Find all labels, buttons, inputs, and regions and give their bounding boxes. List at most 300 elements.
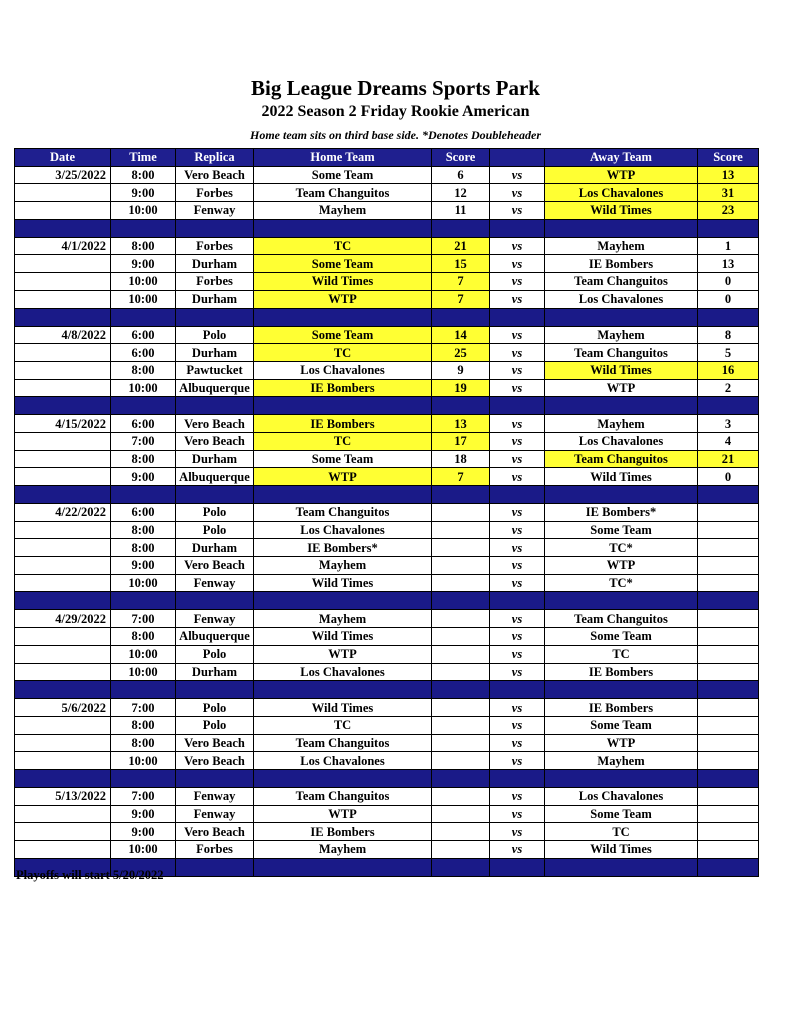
vs-label: vs	[490, 166, 545, 184]
game-time: 8:00	[111, 521, 176, 539]
week-separator	[15, 219, 759, 237]
separator-cell	[490, 592, 545, 610]
away-score	[698, 752, 759, 770]
vs-label: vs	[490, 255, 545, 273]
away-team: TC*	[545, 574, 698, 592]
vs-label: vs	[490, 610, 545, 628]
game-row	[15, 823, 759, 841]
page-title: Big League Dreams Sports Park	[251, 76, 540, 100]
home-score	[432, 699, 490, 717]
game-replica: Albuquerque	[176, 628, 254, 646]
game-time: 10:00	[111, 202, 176, 220]
separator-cell	[490, 308, 545, 326]
separator-cell	[15, 769, 111, 787]
week-separator	[15, 486, 759, 504]
game-time: 8:00	[111, 166, 176, 184]
away-team: Los Chavalones	[545, 184, 698, 202]
separator-cell	[545, 486, 698, 504]
game-date: 4/15/2022	[15, 415, 111, 433]
game-date: 4/29/2022	[15, 610, 111, 628]
game-time: 10:00	[111, 379, 176, 397]
separator-cell	[111, 308, 176, 326]
game-time: 9:00	[111, 823, 176, 841]
page-subtitle: 2022 Season 2 Friday Rookie American	[261, 103, 530, 120]
separator-cell	[545, 858, 698, 876]
game-date	[15, 361, 111, 379]
home-score: 25	[432, 344, 490, 362]
game-row	[15, 699, 759, 717]
home-score: 11	[432, 202, 490, 220]
vs-label: vs	[490, 752, 545, 770]
home-score	[432, 787, 490, 805]
game-replica: Polo	[176, 521, 254, 539]
game-date	[15, 841, 111, 859]
home-score: 21	[432, 237, 490, 255]
game-time: 10:00	[111, 752, 176, 770]
home-team: Some Team	[254, 255, 432, 273]
header-away-team: Away Team	[545, 149, 698, 167]
game-date	[15, 734, 111, 752]
game-replica: Forbes	[176, 237, 254, 255]
game-time: 9:00	[111, 184, 176, 202]
away-score: 16	[698, 361, 759, 379]
home-score	[432, 805, 490, 823]
home-score	[432, 521, 490, 539]
game-date	[15, 805, 111, 823]
game-time: 9:00	[111, 805, 176, 823]
game-replica: Fenway	[176, 574, 254, 592]
home-score	[432, 841, 490, 859]
game-date	[15, 184, 111, 202]
game-time: 6:00	[111, 415, 176, 433]
game-date	[15, 823, 111, 841]
away-score: 31	[698, 184, 759, 202]
game-row	[15, 166, 759, 184]
game-date	[15, 344, 111, 362]
game-time: 7:00	[111, 699, 176, 717]
game-time: 8:00	[111, 450, 176, 468]
home-score: 12	[432, 184, 490, 202]
away-team: WTP	[545, 557, 698, 575]
game-date	[15, 645, 111, 663]
home-team: WTP	[254, 645, 432, 663]
game-row	[15, 716, 759, 734]
game-time: 8:00	[111, 539, 176, 557]
separator-cell	[176, 769, 254, 787]
separator-cell	[176, 858, 254, 876]
separator-cell	[432, 308, 490, 326]
separator-cell	[432, 486, 490, 504]
game-time: 10:00	[111, 273, 176, 291]
separator-cell	[545, 397, 698, 415]
game-replica: Pawtucket	[176, 361, 254, 379]
home-team: Wild Times	[254, 628, 432, 646]
vs-label: vs	[490, 184, 545, 202]
home-team: Some Team	[254, 166, 432, 184]
separator-cell	[15, 308, 111, 326]
game-time: 7:00	[111, 610, 176, 628]
away-team: TC	[545, 823, 698, 841]
away-team: TC*	[545, 539, 698, 557]
game-replica: Fenway	[176, 805, 254, 823]
separator-cell	[490, 769, 545, 787]
header-home-score: Score	[432, 149, 490, 167]
home-team: Team Changuitos	[254, 787, 432, 805]
game-row	[15, 539, 759, 557]
away-score: 0	[698, 290, 759, 308]
away-score	[698, 504, 759, 522]
game-replica: Forbes	[176, 184, 254, 202]
game-date: 4/8/2022	[15, 326, 111, 344]
header-time: Time	[111, 149, 176, 167]
away-score	[698, 645, 759, 663]
away-team: Wild Times	[545, 468, 698, 486]
vs-label: vs	[490, 823, 545, 841]
home-team: Los Chavalones	[254, 361, 432, 379]
game-date	[15, 290, 111, 308]
away-score: 21	[698, 450, 759, 468]
home-score: 7	[432, 290, 490, 308]
home-score: 17	[432, 432, 490, 450]
home-team: Team Changuitos	[254, 184, 432, 202]
home-team: Los Chavalones	[254, 521, 432, 539]
game-date	[15, 663, 111, 681]
game-date	[15, 557, 111, 575]
game-replica: Vero Beach	[176, 432, 254, 450]
away-team: Mayhem	[545, 237, 698, 255]
home-score	[432, 645, 490, 663]
home-score: 13	[432, 415, 490, 433]
header-away-score: Score	[698, 149, 759, 167]
vs-label: vs	[490, 521, 545, 539]
away-team: WTP	[545, 166, 698, 184]
header-date: Date	[15, 149, 111, 167]
away-score	[698, 574, 759, 592]
separator-cell	[254, 769, 432, 787]
away-team: Mayhem	[545, 326, 698, 344]
game-row	[15, 344, 759, 362]
away-score: 2	[698, 379, 759, 397]
game-row	[15, 273, 759, 291]
week-separator	[15, 397, 759, 415]
away-team: Some Team	[545, 716, 698, 734]
separator-cell	[698, 219, 759, 237]
away-team: Mayhem	[545, 415, 698, 433]
schedule-table	[14, 148, 759, 877]
separator-cell	[254, 308, 432, 326]
home-score: 14	[432, 326, 490, 344]
away-score: 1	[698, 237, 759, 255]
game-replica: Fenway	[176, 610, 254, 628]
vs-label: vs	[490, 344, 545, 362]
away-team: WTP	[545, 379, 698, 397]
game-time: 6:00	[111, 344, 176, 362]
game-replica: Durham	[176, 450, 254, 468]
vs-label: vs	[490, 787, 545, 805]
separator-cell	[111, 397, 176, 415]
game-time: 6:00	[111, 504, 176, 522]
home-score	[432, 610, 490, 628]
home-score	[432, 504, 490, 522]
vs-label: vs	[490, 379, 545, 397]
game-replica: Albuquerque	[176, 379, 254, 397]
separator-cell	[432, 769, 490, 787]
away-team: Team Changuitos	[545, 610, 698, 628]
vs-label: vs	[490, 628, 545, 646]
separator-cell	[698, 308, 759, 326]
vs-label: vs	[490, 237, 545, 255]
separator-cell	[432, 219, 490, 237]
game-date	[15, 539, 111, 557]
away-score: 4	[698, 432, 759, 450]
game-replica: Vero Beach	[176, 752, 254, 770]
game-row	[15, 184, 759, 202]
home-team: Mayhem	[254, 610, 432, 628]
game-date	[15, 255, 111, 273]
home-score: 19	[432, 379, 490, 397]
away-score	[698, 823, 759, 841]
away-score	[698, 628, 759, 646]
away-team: Los Chavalones	[545, 432, 698, 450]
vs-label: vs	[490, 361, 545, 379]
game-replica: Polo	[176, 504, 254, 522]
game-replica: Vero Beach	[176, 415, 254, 433]
game-row	[15, 450, 759, 468]
away-score	[698, 787, 759, 805]
game-date	[15, 379, 111, 397]
home-score: 6	[432, 166, 490, 184]
away-score	[698, 734, 759, 752]
game-date	[15, 202, 111, 220]
vs-label: vs	[490, 468, 545, 486]
vs-label: vs	[490, 734, 545, 752]
game-row	[15, 752, 759, 770]
home-score	[432, 574, 490, 592]
separator-cell	[490, 486, 545, 504]
separator-cell	[490, 681, 545, 699]
away-team: Team Changuitos	[545, 450, 698, 468]
separator-cell	[698, 486, 759, 504]
home-score: 7	[432, 273, 490, 291]
home-team: Team Changuitos	[254, 504, 432, 522]
game-date	[15, 432, 111, 450]
game-time: 6:00	[111, 326, 176, 344]
away-team: Some Team	[545, 521, 698, 539]
vs-label: vs	[490, 504, 545, 522]
home-team: TC	[254, 716, 432, 734]
game-time: 8:00	[111, 628, 176, 646]
game-row	[15, 734, 759, 752]
header-row	[15, 149, 759, 167]
game-replica: Polo	[176, 699, 254, 717]
away-score	[698, 539, 759, 557]
home-score	[432, 628, 490, 646]
separator-cell	[254, 219, 432, 237]
separator-cell	[432, 592, 490, 610]
game-row	[15, 202, 759, 220]
away-team: Team Changuitos	[545, 273, 698, 291]
game-row	[15, 805, 759, 823]
separator-cell	[176, 486, 254, 504]
game-date: 3/25/2022	[15, 166, 111, 184]
home-team: Some Team	[254, 326, 432, 344]
game-time: 7:00	[111, 787, 176, 805]
game-time: 10:00	[111, 574, 176, 592]
away-score: 23	[698, 202, 759, 220]
game-replica: Albuquerque	[176, 468, 254, 486]
separator-cell	[176, 397, 254, 415]
week-separator	[15, 769, 759, 787]
game-date	[15, 628, 111, 646]
separator-cell	[545, 769, 698, 787]
week-separator	[15, 681, 759, 699]
home-team: Wild Times	[254, 699, 432, 717]
game-replica: Vero Beach	[176, 166, 254, 184]
home-team: IE Bombers	[254, 415, 432, 433]
game-time: 8:00	[111, 361, 176, 379]
game-row	[15, 557, 759, 575]
separator-cell	[698, 769, 759, 787]
week-separator	[15, 592, 759, 610]
away-score	[698, 699, 759, 717]
away-score: 0	[698, 468, 759, 486]
home-team: IE Bombers*	[254, 539, 432, 557]
game-row	[15, 574, 759, 592]
vs-label: vs	[490, 326, 545, 344]
separator-cell	[254, 486, 432, 504]
game-time: 9:00	[111, 468, 176, 486]
home-score	[432, 539, 490, 557]
game-row	[15, 290, 759, 308]
vs-label: vs	[490, 841, 545, 859]
vs-label: vs	[490, 574, 545, 592]
separator-cell	[490, 858, 545, 876]
home-team: IE Bombers	[254, 823, 432, 841]
game-row	[15, 663, 759, 681]
game-time: 8:00	[111, 237, 176, 255]
game-replica: Forbes	[176, 841, 254, 859]
vs-label: vs	[490, 699, 545, 717]
game-time: 10:00	[111, 290, 176, 308]
game-row	[15, 237, 759, 255]
separator-cell	[176, 681, 254, 699]
vs-label: vs	[490, 202, 545, 220]
header-replica: Replica	[176, 149, 254, 167]
away-score: 13	[698, 255, 759, 273]
away-team: Mayhem	[545, 752, 698, 770]
away-team: Team Changuitos	[545, 344, 698, 362]
separator-cell	[111, 486, 176, 504]
separator-cell	[432, 858, 490, 876]
vs-label: vs	[490, 450, 545, 468]
home-team: WTP	[254, 468, 432, 486]
game-replica: Durham	[176, 663, 254, 681]
game-replica: Polo	[176, 326, 254, 344]
home-score	[432, 663, 490, 681]
game-row	[15, 787, 759, 805]
home-team: Some Team	[254, 450, 432, 468]
game-date: 5/6/2022	[15, 699, 111, 717]
game-row	[15, 255, 759, 273]
separator-cell	[254, 397, 432, 415]
home-score	[432, 752, 490, 770]
away-score: 3	[698, 415, 759, 433]
home-team: Los Chavalones	[254, 752, 432, 770]
separator-cell	[15, 397, 111, 415]
separator-cell	[490, 219, 545, 237]
separator-cell	[15, 681, 111, 699]
away-score	[698, 610, 759, 628]
game-date	[15, 716, 111, 734]
away-team: Wild Times	[545, 841, 698, 859]
away-team: Wild Times	[545, 361, 698, 379]
game-row	[15, 504, 759, 522]
header-home-team: Home Team	[254, 149, 432, 167]
game-replica: Vero Beach	[176, 734, 254, 752]
separator-cell	[111, 769, 176, 787]
game-time: 9:00	[111, 557, 176, 575]
away-score	[698, 521, 759, 539]
game-time: 10:00	[111, 841, 176, 859]
home-team: WTP	[254, 290, 432, 308]
game-date: 4/22/2022	[15, 504, 111, 522]
away-team: IE Bombers	[545, 699, 698, 717]
separator-cell	[15, 592, 111, 610]
home-score: 7	[432, 468, 490, 486]
game-time: 10:00	[111, 645, 176, 663]
game-row	[15, 468, 759, 486]
schedule-body	[15, 166, 759, 876]
game-time: 10:00	[111, 663, 176, 681]
game-replica: Polo	[176, 645, 254, 663]
game-row	[15, 841, 759, 859]
home-score	[432, 557, 490, 575]
separator-cell	[698, 592, 759, 610]
home-team: Mayhem	[254, 557, 432, 575]
game-replica: Fenway	[176, 202, 254, 220]
vs-label: vs	[490, 432, 545, 450]
separator-cell	[111, 219, 176, 237]
vs-label: vs	[490, 290, 545, 308]
game-time: 8:00	[111, 734, 176, 752]
home-team: Team Changuitos	[254, 734, 432, 752]
away-team: IE Bombers*	[545, 504, 698, 522]
game-date	[15, 468, 111, 486]
home-team: Wild Times	[254, 574, 432, 592]
away-team: Los Chavalones	[545, 290, 698, 308]
away-score	[698, 716, 759, 734]
home-score: 18	[432, 450, 490, 468]
vs-label: vs	[490, 663, 545, 681]
game-date: 4/1/2022	[15, 237, 111, 255]
game-row	[15, 432, 759, 450]
vs-label: vs	[490, 415, 545, 433]
game-replica: Vero Beach	[176, 557, 254, 575]
away-score	[698, 841, 759, 859]
away-score: 13	[698, 166, 759, 184]
vs-label: vs	[490, 539, 545, 557]
separator-cell	[15, 486, 111, 504]
home-team: TC	[254, 432, 432, 450]
schedule-note: Home team sits on third base side. *Denotes Doubleheader	[250, 128, 541, 142]
separator-cell	[254, 592, 432, 610]
away-score	[698, 663, 759, 681]
vs-label: vs	[490, 557, 545, 575]
separator-cell	[490, 397, 545, 415]
away-team: Los Chavalones	[545, 787, 698, 805]
game-row	[15, 379, 759, 397]
game-row	[15, 645, 759, 663]
